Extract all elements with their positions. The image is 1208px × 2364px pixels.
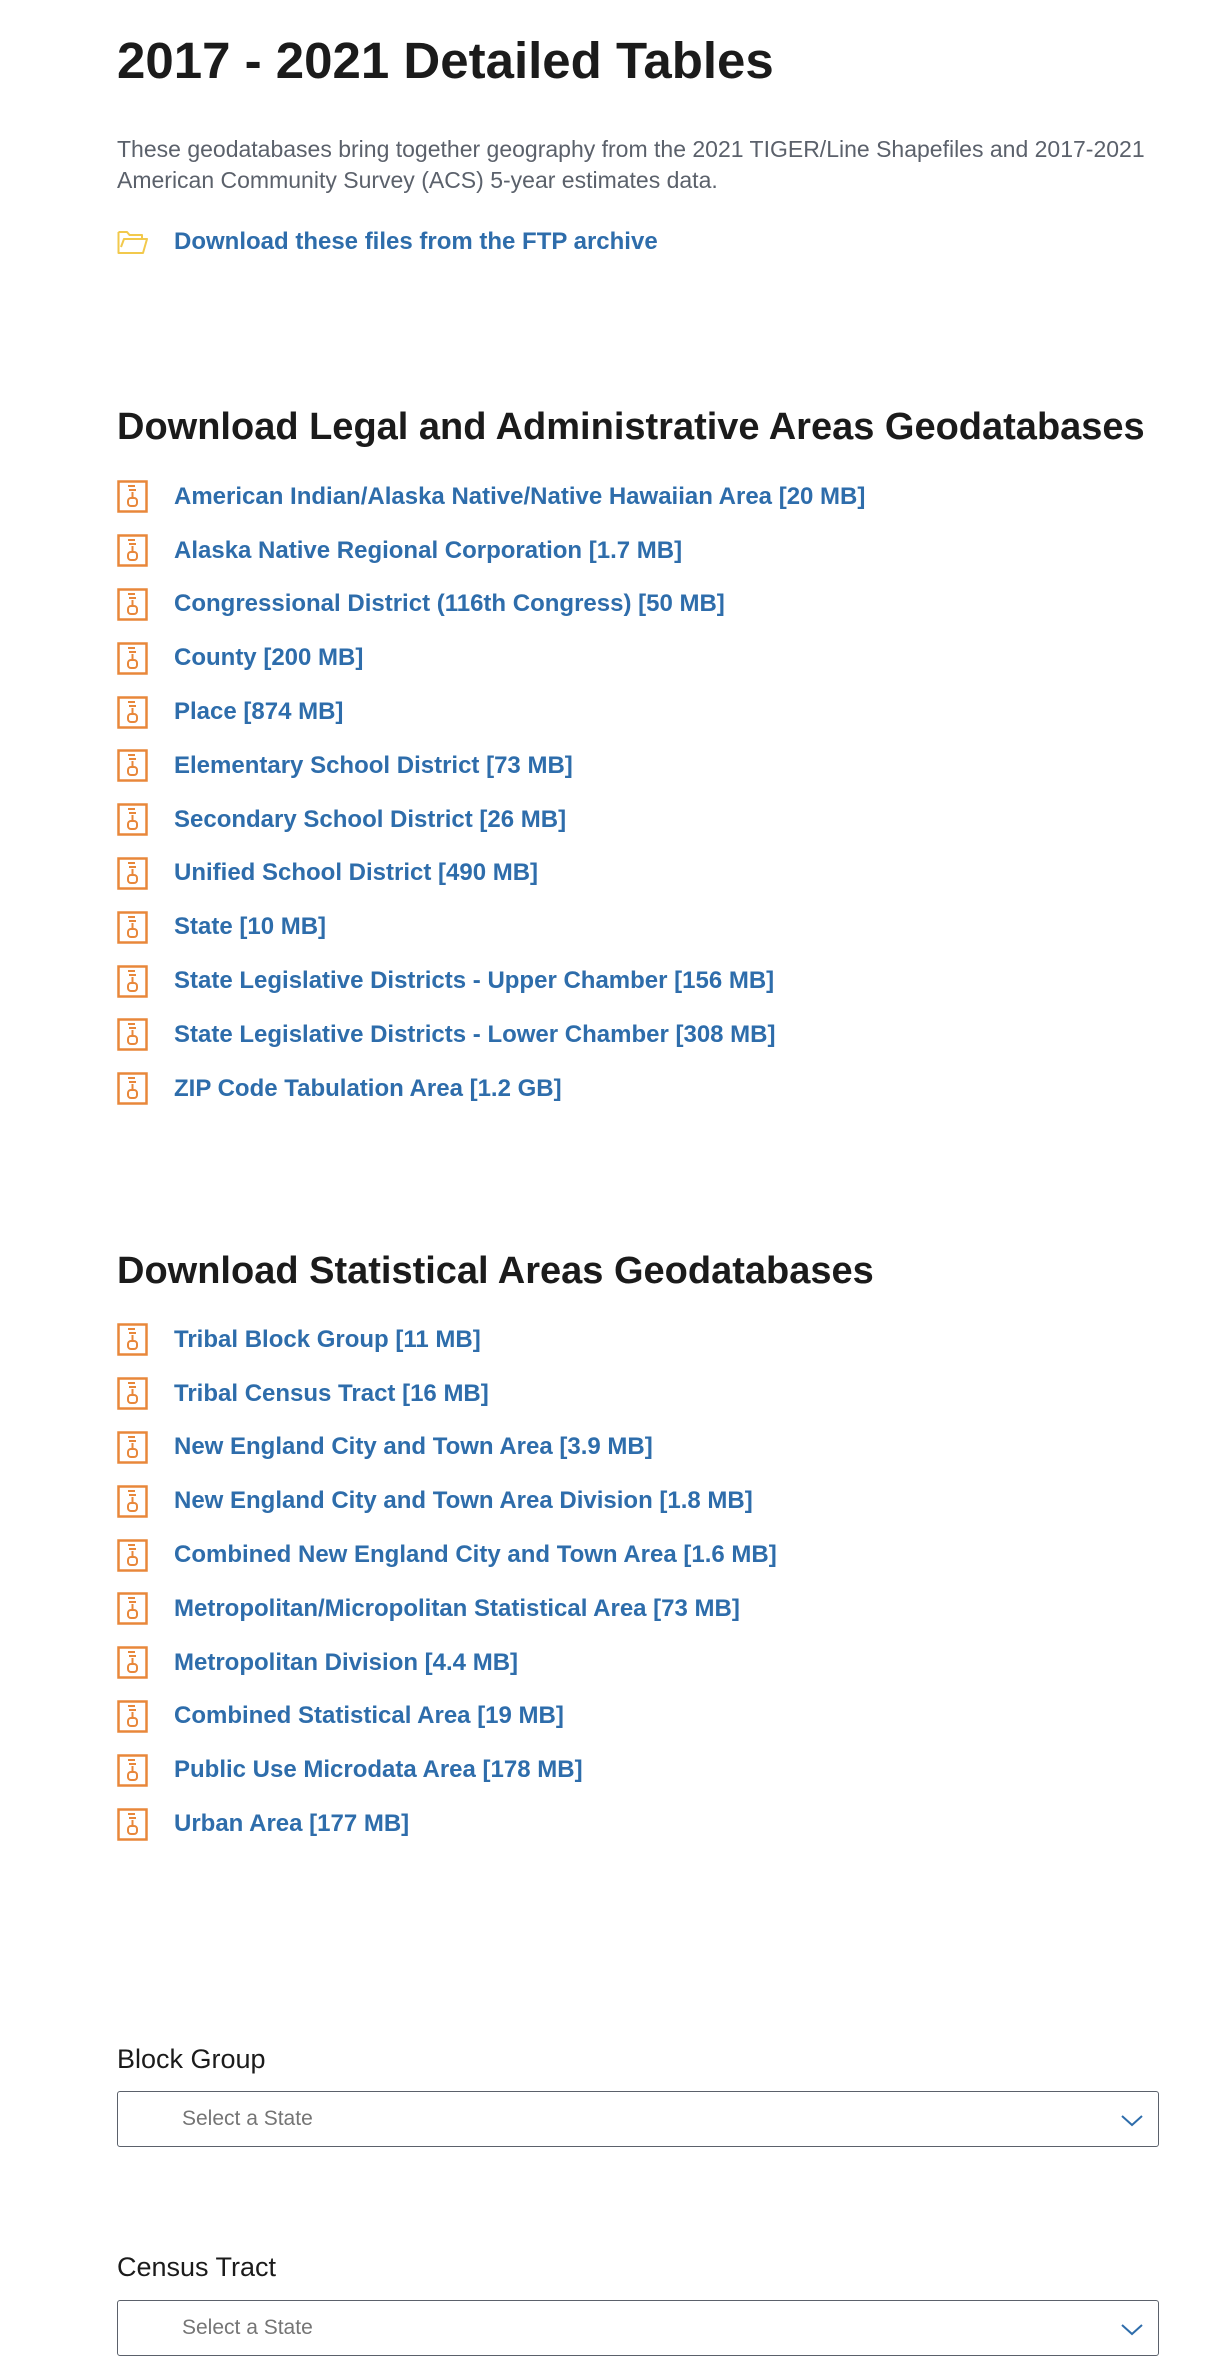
legal-section-heading: Download Legal and Administrative Areas Geodatabases — [117, 406, 1145, 448]
download-link[interactable]: ZIP Code Tabulation Area [1.2 GB] — [174, 1074, 562, 1102]
zip-file-icon — [117, 1592, 148, 1625]
census-tract-select[interactable] — [117, 2300, 1159, 2356]
list-item — [117, 1636, 777, 1690]
zip-file-icon — [117, 480, 148, 513]
block-group-select[interactable] — [117, 2091, 1159, 2147]
ftp-archive-row — [117, 222, 658, 262]
download-link[interactable]: Urban Area [177 MB] — [174, 1810, 410, 1838]
folder-icon — [117, 229, 148, 255]
census-tract-label: Census Tract — [117, 2252, 277, 2282]
zip-file-icon — [117, 1754, 148, 1787]
list-item — [117, 1474, 777, 1528]
zip-file-icon — [117, 696, 148, 729]
zip-file-icon — [117, 534, 148, 567]
download-link[interactable]: Metropolitan Division [4.4 MB] — [174, 1648, 519, 1676]
zip-file-icon — [117, 1646, 148, 1679]
download-link[interactable]: State Legislative Districts - Upper Chamber [156 MB] — [174, 967, 775, 995]
statistical-section-heading: Download Statistical Areas Geodatabases — [117, 1250, 874, 1292]
list-item — [117, 954, 865, 1008]
list-item — [117, 1743, 777, 1797]
zip-file-icon — [117, 642, 148, 675]
list-item — [117, 578, 865, 632]
statistical-file-list — [117, 1313, 777, 1851]
download-link[interactable]: Alaska Native Regional Corporation [1.7 MB] — [174, 536, 683, 564]
download-link[interactable]: Unified School District [490 MB] — [174, 859, 539, 887]
download-link[interactable]: Public Use Microdata Area [178 MB] — [174, 1756, 583, 1784]
list-item — [117, 1582, 777, 1636]
download-link[interactable]: New England City and Town Area [3.9 MB] — [174, 1433, 653, 1461]
list-item — [117, 1062, 865, 1116]
zip-file-icon — [117, 1485, 148, 1518]
page-title: 2017 - 2021 Detailed Tables — [117, 32, 774, 89]
download-link[interactable]: State [10 MB] — [174, 913, 327, 941]
zip-file-icon — [117, 1539, 148, 1572]
download-link[interactable]: Congressional District (116th Congress) [50 MB] — [174, 590, 725, 618]
census-tract-select-value: Select a State — [182, 2316, 313, 2339]
chevron-down-icon — [1120, 2319, 1144, 2339]
download-link[interactable]: Elementary School District [73 MB] — [174, 751, 573, 779]
download-link[interactable]: Combined Statistical Area [19 MB] — [174, 1702, 564, 1730]
list-item — [117, 1797, 777, 1851]
list-item — [117, 470, 865, 524]
zip-file-icon — [117, 1808, 148, 1841]
block-group-label: Block Group — [117, 2044, 266, 2074]
chevron-down-icon — [1120, 2110, 1144, 2130]
intro-text: These geodatabases bring together geography from the 2021 TIGER/Line Shapefiles and 2017-2021 American Community Survey (ACS) 5-year estimates data. — [117, 136, 1145, 193]
list-item — [117, 1008, 865, 1062]
download-link[interactable]: American Indian/Alaska Native/Native Hawaiian Area [20 MB] — [174, 482, 866, 510]
download-link[interactable]: Tribal Block Group [11 MB] — [174, 1325, 481, 1353]
zip-file-icon — [117, 803, 148, 836]
download-link[interactable]: County [200 MB] — [174, 644, 364, 672]
list-item — [117, 847, 865, 901]
zip-file-icon — [117, 965, 148, 998]
list-item — [117, 1421, 777, 1475]
zip-file-icon — [117, 1431, 148, 1464]
legal-file-list — [117, 470, 865, 1116]
download-link[interactable]: New England City and Town Area Division [1.8 MB] — [174, 1487, 753, 1515]
download-link[interactable]: State Legislative Districts - Lower Chamber [308 MB] — [174, 1020, 776, 1048]
zip-file-icon — [117, 1072, 148, 1105]
zip-file-icon — [117, 1323, 148, 1356]
zip-file-icon — [117, 911, 148, 944]
zip-file-icon — [117, 857, 148, 890]
list-item — [117, 793, 865, 847]
block-group-select-value: Select a State — [182, 2107, 313, 2130]
list-item — [117, 1367, 777, 1421]
zip-file-icon — [117, 749, 148, 782]
list-item — [117, 1528, 777, 1582]
list-item — [117, 685, 865, 739]
list-item — [117, 631, 865, 685]
list-item — [117, 524, 865, 578]
zip-file-icon — [117, 1377, 148, 1410]
zip-file-icon — [117, 1700, 148, 1733]
list-item — [117, 900, 865, 954]
list-item — [117, 739, 865, 793]
list-item — [117, 1313, 777, 1367]
download-link[interactable]: Secondary School District [26 MB] — [174, 805, 567, 833]
download-link[interactable]: Metropolitan/Micropolitan Statistical Area [73 MB] — [174, 1594, 740, 1622]
zip-file-icon — [117, 588, 148, 621]
download-link[interactable]: Place [874 MB] — [174, 698, 344, 726]
download-link[interactable]: Tribal Census Tract [16 MB] — [174, 1379, 489, 1407]
ftp-archive-link[interactable]: Download these files from the FTP archive — [174, 228, 658, 255]
download-link[interactable]: Combined New England City and Town Area [1.6 MB] — [174, 1541, 777, 1569]
list-item — [117, 1690, 777, 1744]
zip-file-icon — [117, 1018, 148, 1051]
